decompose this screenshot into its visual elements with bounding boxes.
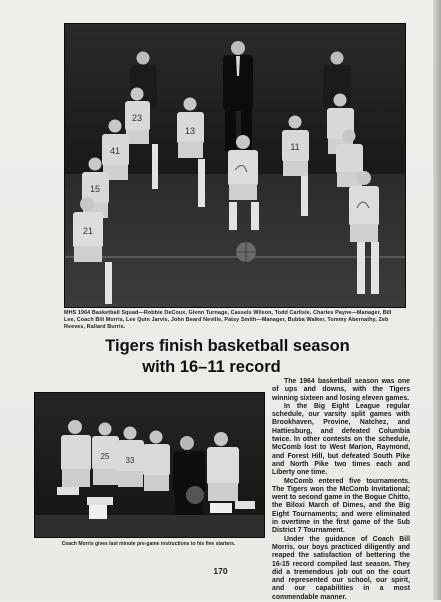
team-photo-caption <box>64 310 404 331</box>
basketball-icon <box>186 486 204 504</box>
coach-photo-caption: Coach Morris gives last minute pre-game instructions to his five starters. <box>61 541 236 547</box>
team-photo-image <box>65 24 405 307</box>
headline-line-2: with 16–11 record <box>142 358 281 376</box>
jersey-number: 13 <box>184 126 196 136</box>
jersey-number: 23 <box>131 113 143 123</box>
jersey-number: 41 <box>109 146 121 156</box>
article-paragraph: Under the guidance of Coach Bill Morris, our boys practiced diligently and reaped the satisfaction of bettering the 16-15 record compiled last season. They did a tremendous job out on the court and represented our school, our spirit, and our capabilities in a most commendable manner. <box>272 535 410 601</box>
coach-photo <box>34 392 265 538</box>
jersey-number: 21 <box>82 226 94 236</box>
caption-lead: MHS 1964 Basketball Squad <box>64 310 139 316</box>
caption-names: —Robbie DeCoux, Glenn Turnage, Cassels Wilson, Todd Carlisle, Charles Payne—Manager, Bill Lee, Coach Bill Morris, Lee Quin Jarvis, John Beard Neville, Patsy Smith—Manager, Bubba Walker, Tommy Abernathy, Zeb Reeves, Rallard Burris. <box>64 310 392 330</box>
headline-line-1: Tigers finish basketball season <box>105 337 350 355</box>
jersey-number: 15 <box>89 184 101 194</box>
article-paragraph: In the Big Eight League regular schedule, our varsity split games with Brookhaven, Provine, Natchez, and Hattiesburg, and defeated Columbia twice. In other contests on the schedule, McComb lost to West Marion, Raymond, and Forest Hill, but defeated South Pike and North Pike two times each and Liberty one time. <box>272 402 410 477</box>
article-paragraph: The 1964 basketball season was one of ups and downs, with the Tigers winning sixteen and losing eleven games. <box>272 378 410 402</box>
coach-photo-image <box>35 393 264 537</box>
jersey-number: 25 <box>100 452 110 461</box>
team-photo <box>64 23 406 308</box>
headline <box>0 336 441 378</box>
jersey-number: 11 <box>290 142 300 152</box>
jersey-number: 33 <box>125 456 135 465</box>
article-paragraph: McComb entered five tournaments. The Tigers won the McComb Invitational; went to second game in the Bogue Chitto, the Biloxi March of Dimes, and the Big Eight Tournaments; and were eliminated in overtime in the first game of the Sub District 7 Tournament. <box>272 477 410 535</box>
page-binding-shadow <box>433 0 441 600</box>
page-number: 170 <box>213 566 228 576</box>
